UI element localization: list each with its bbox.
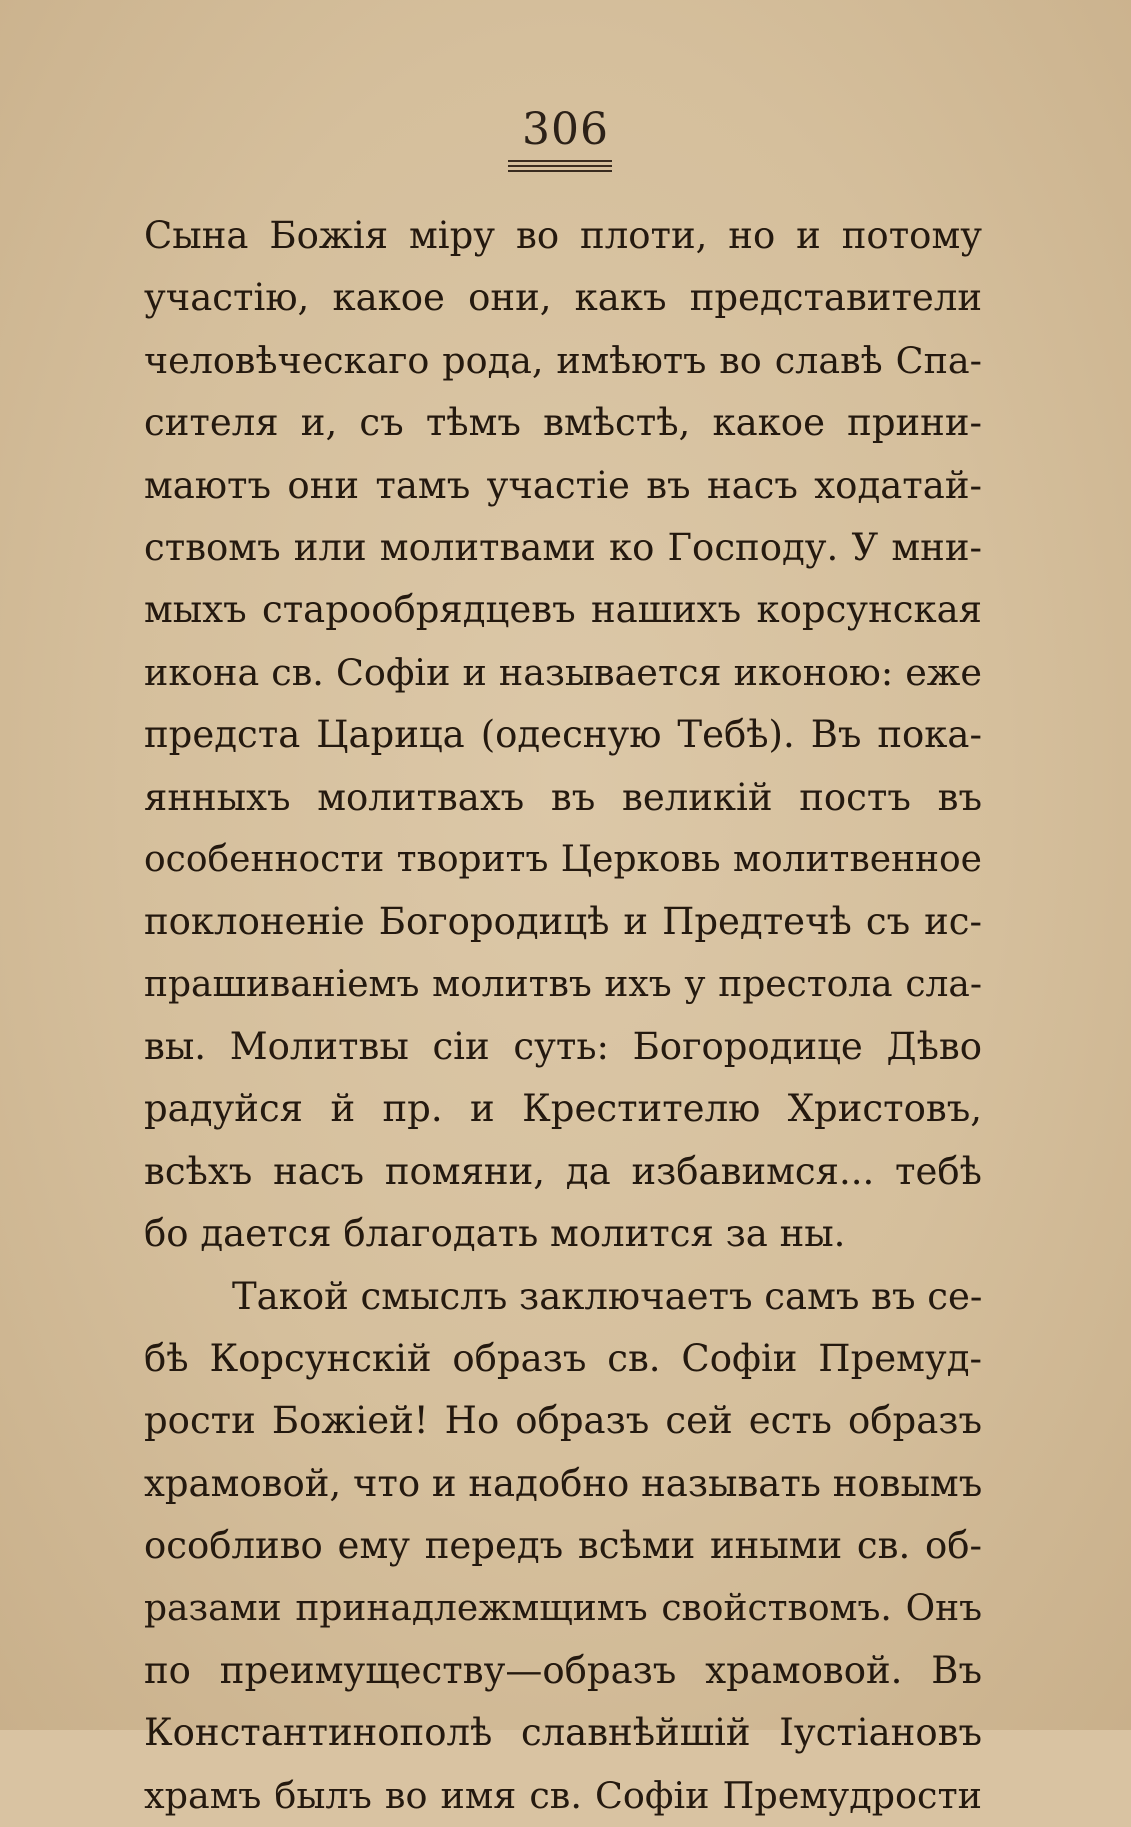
body-text	[144, 205, 982, 1827]
text-line: маютъ они тамъ участіе въ насъ ходатай-	[144, 463, 982, 507]
text-line: Сына Божія міру во плоти, но и потому	[144, 214, 982, 257]
text-line: особенности творитъ Церковь молитвенное	[144, 838, 982, 880]
text-line: ствомъ или молитвами ко Господу. У мни-	[144, 525, 982, 569]
paragraph-start-line: Такой смыслъ заключаетъ самъ въ се-	[232, 1274, 982, 1318]
text-line: по преимуществу—образъ храмовой. Въ	[144, 1648, 982, 1692]
text-line: храмъ былъ во имя св. Софіи Премудрости	[144, 1773, 982, 1817]
text-line: мыхъ старообрядцевъ нашихъ корсунская	[144, 588, 982, 632]
text-line: человѣческаго рода, имѣютъ во славѣ Спа-	[144, 338, 982, 382]
text-line: всѣхъ насъ помяни, да избавимся... тебѣ	[144, 1149, 982, 1193]
text-line: сителя и, съ тѣмъ вмѣстѣ, какое прини-	[144, 401, 982, 445]
text-line: предста Царица (одесную Тебѣ). Въ пока-	[144, 713, 982, 757]
text-line: участію, какое они, какъ представители	[144, 276, 982, 320]
text-line: радуйся й пр. и Крестителю Христовъ,	[144, 1087, 982, 1131]
text-line: икона св. Софіи и называется иконою: еже	[144, 650, 982, 694]
text-line: вы. Молитвы сіи суть: Богородице Дѣво	[144, 1025, 982, 1069]
text-line: прашиваніемъ молитвъ ихъ у престола сла-	[144, 963, 982, 1005]
paragraph-end-line: бо дается благодать молится за ны.	[144, 1212, 846, 1256]
text-line: особливо ему передъ всѣми иными св. об-	[144, 1524, 982, 1568]
text-line: Константинополѣ славнѣйшій Іустіановъ	[144, 1711, 982, 1755]
header-rule-middle	[508, 165, 612, 167]
page-number: 306	[522, 104, 609, 155]
text-line: поклоненіе Богородицѣ и Предтечѣ съ ис-	[144, 900, 982, 944]
text-line: янныхъ молитвахъ въ великій постъ въ	[144, 775, 982, 819]
header-rule-bottom	[508, 170, 612, 172]
text-line: бѣ Корсунскій образъ св. Софіи Премуд-	[144, 1337, 982, 1381]
header-rule-top	[508, 160, 612, 162]
text-line: храмовой, что и надобно называть новымъ	[144, 1461, 982, 1505]
text-line: разами принадлежмщимъ свойствомъ. Онъ	[144, 1587, 982, 1629]
text-line: рости Божіей! Но образъ сей есть образъ	[144, 1399, 982, 1443]
